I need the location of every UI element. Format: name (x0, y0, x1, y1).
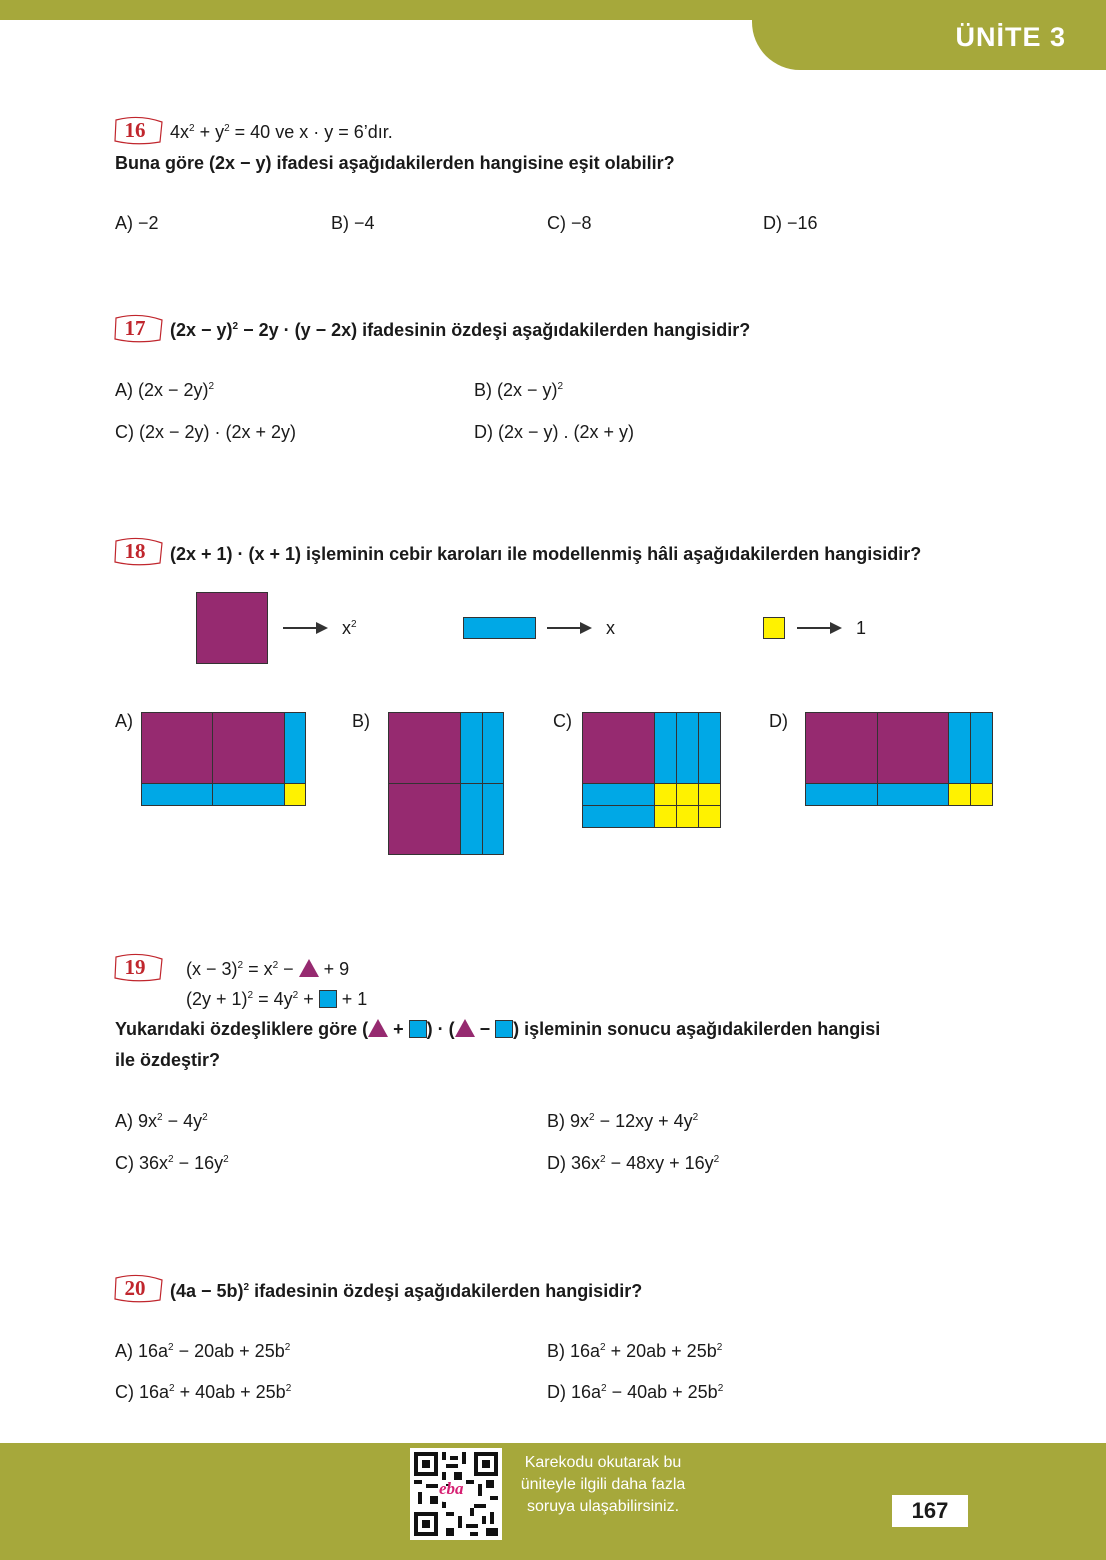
q18-option-b-label[interactable]: B) (352, 711, 370, 731)
q19-option-c[interactable]: C) $36x^2 - 16y^2$ (115, 1153, 229, 1173)
q20-option-c[interactable]: C) $16a^2 + 40ab + 25b^2$ (115, 1382, 292, 1402)
question-number-19: 19 (112, 953, 162, 981)
q20-option-d[interactable]: D) $16a^2 - 40ab + 25b^2$ (547, 1382, 724, 1402)
q19-question: Yukarıdaki özdeşliklere göre ( + ) · ( − ) işleminin sonucu aşağıdakilerden hangisi (115, 1019, 881, 1039)
q19-identity-1: $(x - 3)^2 = x^2$ − + 9 (186, 959, 350, 979)
q16-option-c[interactable]: C) −8 (547, 213, 592, 233)
q18-option-d-label[interactable]: D) (769, 711, 788, 731)
triangle-icon (455, 1019, 475, 1037)
q18-option-a-label[interactable]: A) (115, 711, 133, 731)
q19-option-d[interactable]: D) $36x^2 - 48xy + 16y^2$ (547, 1153, 720, 1173)
q20-option-a[interactable]: A) $16a^2 - 20ab + 25b^2$ (115, 1341, 291, 1361)
legend-x-label: x (606, 618, 615, 638)
legend-x2-label: $x^2$ (342, 618, 357, 638)
q17-option-c[interactable]: C) (2x − 2y) · (2x + 2y) (115, 422, 297, 442)
q17-option-a[interactable]: A) $(2x - 2y)^2$ (115, 380, 215, 400)
triangle-icon (299, 959, 319, 977)
question-number-17: 17 (112, 314, 162, 342)
legend-one-tile (763, 617, 785, 639)
qr-code-icon[interactable] (410, 1448, 502, 1540)
triangle-icon (368, 1019, 388, 1037)
legend-x2-tile (196, 592, 268, 664)
q19-identity-2: $(2y + 1)^2 = 4y^2$ + + 1 (186, 989, 368, 1009)
q17-question: $(2x - y)^2 - 2y \cdot (y - 2x)$ ifadesinin özdeşi aşağıdakilerden hangisidir? (170, 320, 751, 340)
unit-label: ÜNİTE 3 (955, 22, 1066, 52)
q16-option-b[interactable]: B) −4 (331, 213, 375, 233)
page-number: 167 (892, 1495, 968, 1527)
square-icon (319, 990, 337, 1008)
question-number-20: 20 (112, 1274, 162, 1302)
legend-arrow-icon (547, 627, 589, 629)
q18-option-c-label[interactable]: C) (553, 711, 572, 731)
legend-one-label: 1 (856, 618, 867, 638)
q16-question: Buna göre (2x − y) ifadesi aşağıdakilerden hangisine eşit olabilir? (115, 153, 675, 173)
q19-question-line2: ile özdeştir? (115, 1050, 221, 1070)
q20-question: $(4a - 5b)^2$ ifadesinin özdeşi aşağıdakilerden hangisidir? (170, 1281, 643, 1301)
q16-given: $4x^2 + y^2 = 40$ ve x · y = 6’dır. (170, 122, 393, 142)
unit-tab (752, 0, 1106, 70)
legend-arrow-icon (283, 627, 325, 629)
q17-option-b[interactable]: B) $(2x - y)^2$ (474, 380, 564, 400)
q16-option-a[interactable]: A) −2 (115, 213, 159, 233)
question-number-16: 16 (112, 116, 162, 144)
q17-option-d[interactable]: D) (2x − y) . (2x + y) (474, 422, 635, 442)
square-icon (409, 1020, 427, 1038)
qr-caption: Karekodu okutarak bu üniteyle ilgili daha fazla soruya ulaşabilirsiniz. (520, 1454, 686, 1515)
legend-x-tile (463, 617, 536, 639)
q19-option-a[interactable]: A) $9x^2 - 4y^2$ (115, 1111, 208, 1131)
q19-option-b[interactable]: B) $9x^2 - 12xy + 4y^2$ (547, 1111, 699, 1131)
q20-option-b[interactable]: B) $16a^2 + 20ab + 25b^2$ (547, 1341, 723, 1361)
question-number-18: 18 (112, 537, 162, 565)
square-icon (495, 1020, 513, 1038)
q18-question: (2x + 1) · (x + 1) işleminin cebir karoları ile modellenmiş hâli aşağıdakilerden hangisidir? (170, 544, 922, 564)
eba-logo: eba (439, 1479, 464, 1498)
q16-option-d[interactable]: D) −16 (763, 213, 818, 233)
legend-arrow-icon (797, 627, 839, 629)
